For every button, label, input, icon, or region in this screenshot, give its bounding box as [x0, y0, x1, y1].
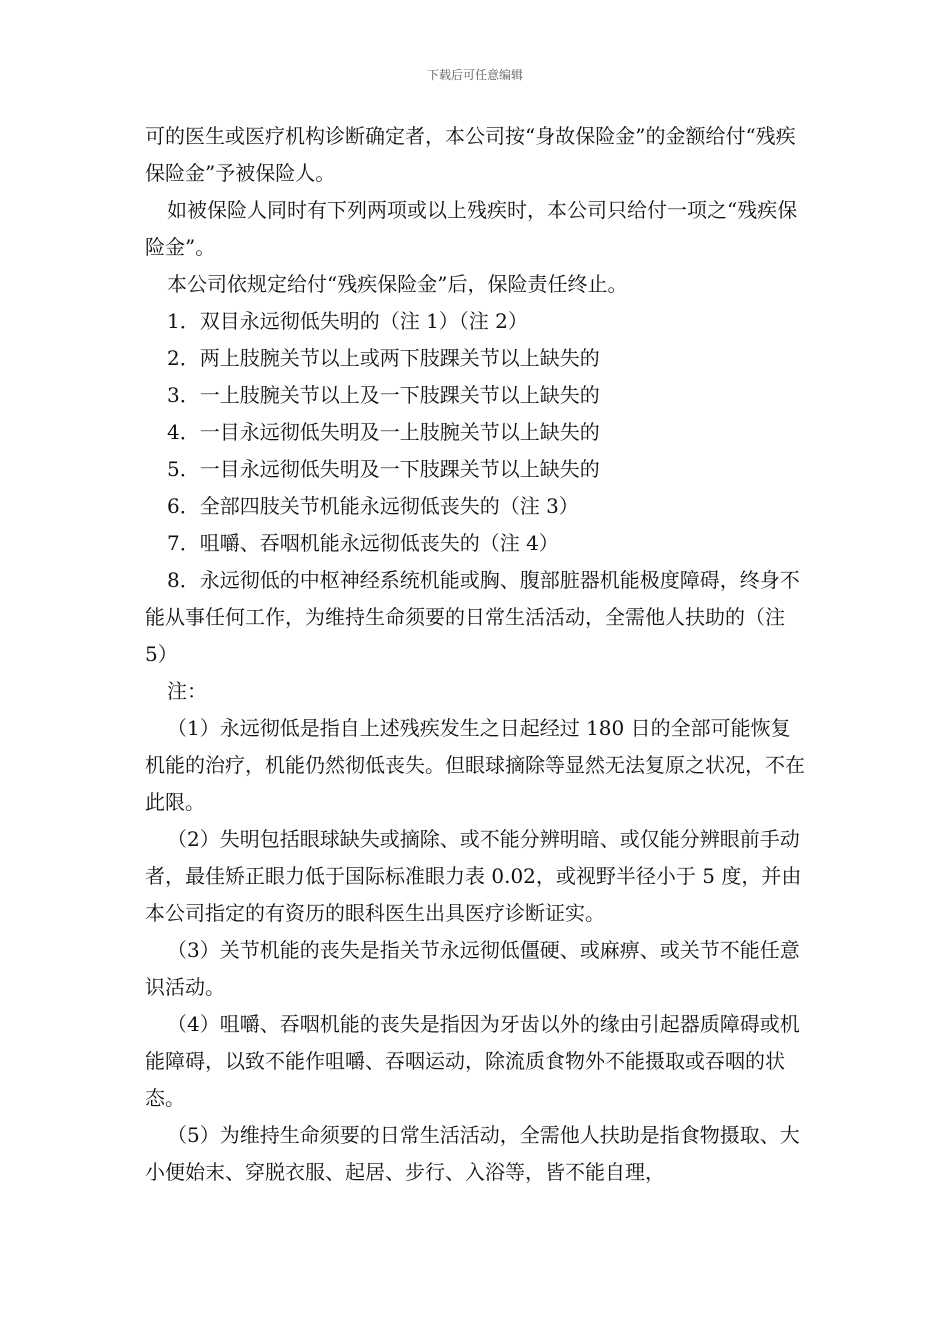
paragraph: 本公司依规定给付“残疾保险金”后，保险责任终止。	[167, 272, 628, 296]
paragraph: 可的医生或医疗机构诊断确定者，本公司按“身故保险金”的金额给付“残疾保险金”予被保险人。	[145, 124, 796, 185]
list-item: 1．双目永远彻低失明的（注 1）（注 2）	[167, 309, 528, 333]
note-item: （1）永远彻低是指自上述残疾发生之日起经过 180 日的全部可能恢复机能的治疗，机能仍然彻低丧失。但眼球摘除等显然无法复原之状况，不在此限。	[145, 716, 805, 814]
list-item: 4．一目永远彻低失明及一上肢腕关节以上缺失的	[167, 420, 600, 444]
list-item: 5．一目永远彻低失明及一下肢踝关节以上缺失的	[167, 457, 600, 481]
paragraph: 如被保险人同时有下列两项或以上残疾时，本公司只给付一项之“残疾保险金”。	[145, 198, 798, 259]
list-item: 6．全部四肢关节机能永远彻低丧失的（注 3）	[167, 494, 579, 518]
document-body	[145, 118, 807, 1191]
list-item: 2．两上肢腕关节以上或两下肢踝关节以上缺失的	[167, 346, 600, 370]
list-item: 7．咀嚼、吞咽机能永远彻低丧失的（注 4）	[167, 531, 559, 555]
list-item: 3．一上肢腕关节以上及一下肢踝关节以上缺失的	[167, 383, 600, 407]
note-item: （5）为维持生命须要的日常生活活动，全需他人扶助是指食物摄取、大小便始末、穿脱衣服、起居、步行、入浴等，皆不能自理，	[145, 1123, 800, 1184]
note-item: （4）咀嚼、吞咽机能的丧失是指因为牙齿以外的缘由引起器质障碍或机能障碍，以致不能作咀嚼、吞咽运动，除流质食物外不能摄取或吞咽的状态。	[145, 1012, 800, 1110]
note-item: （2）失明包括眼球缺失或摘除、或不能分辨明暗、或仅能分辨眼前手动者，最佳矫正眼力低于国际标准眼力表 0.02，或视野半径小于 5 度，并由本公司指定的有资历的眼科医生出具医疗诊断证实。	[145, 827, 802, 925]
notes-heading: 注：	[167, 679, 207, 703]
list-item: 8．永远彻低的中枢神经系统机能或胸、腹部脏器机能极度障碍，终身不能从事任何工作，为维持生命须要的日常生活活动，全需他人扶助的（注 5）	[145, 568, 800, 666]
note-item: （3）关节机能的丧失是指关节永远彻低僵硬、或麻痹、或关节不能任意识活动。	[145, 938, 800, 999]
page-header: 下载后可任意编辑	[426, 68, 523, 82]
